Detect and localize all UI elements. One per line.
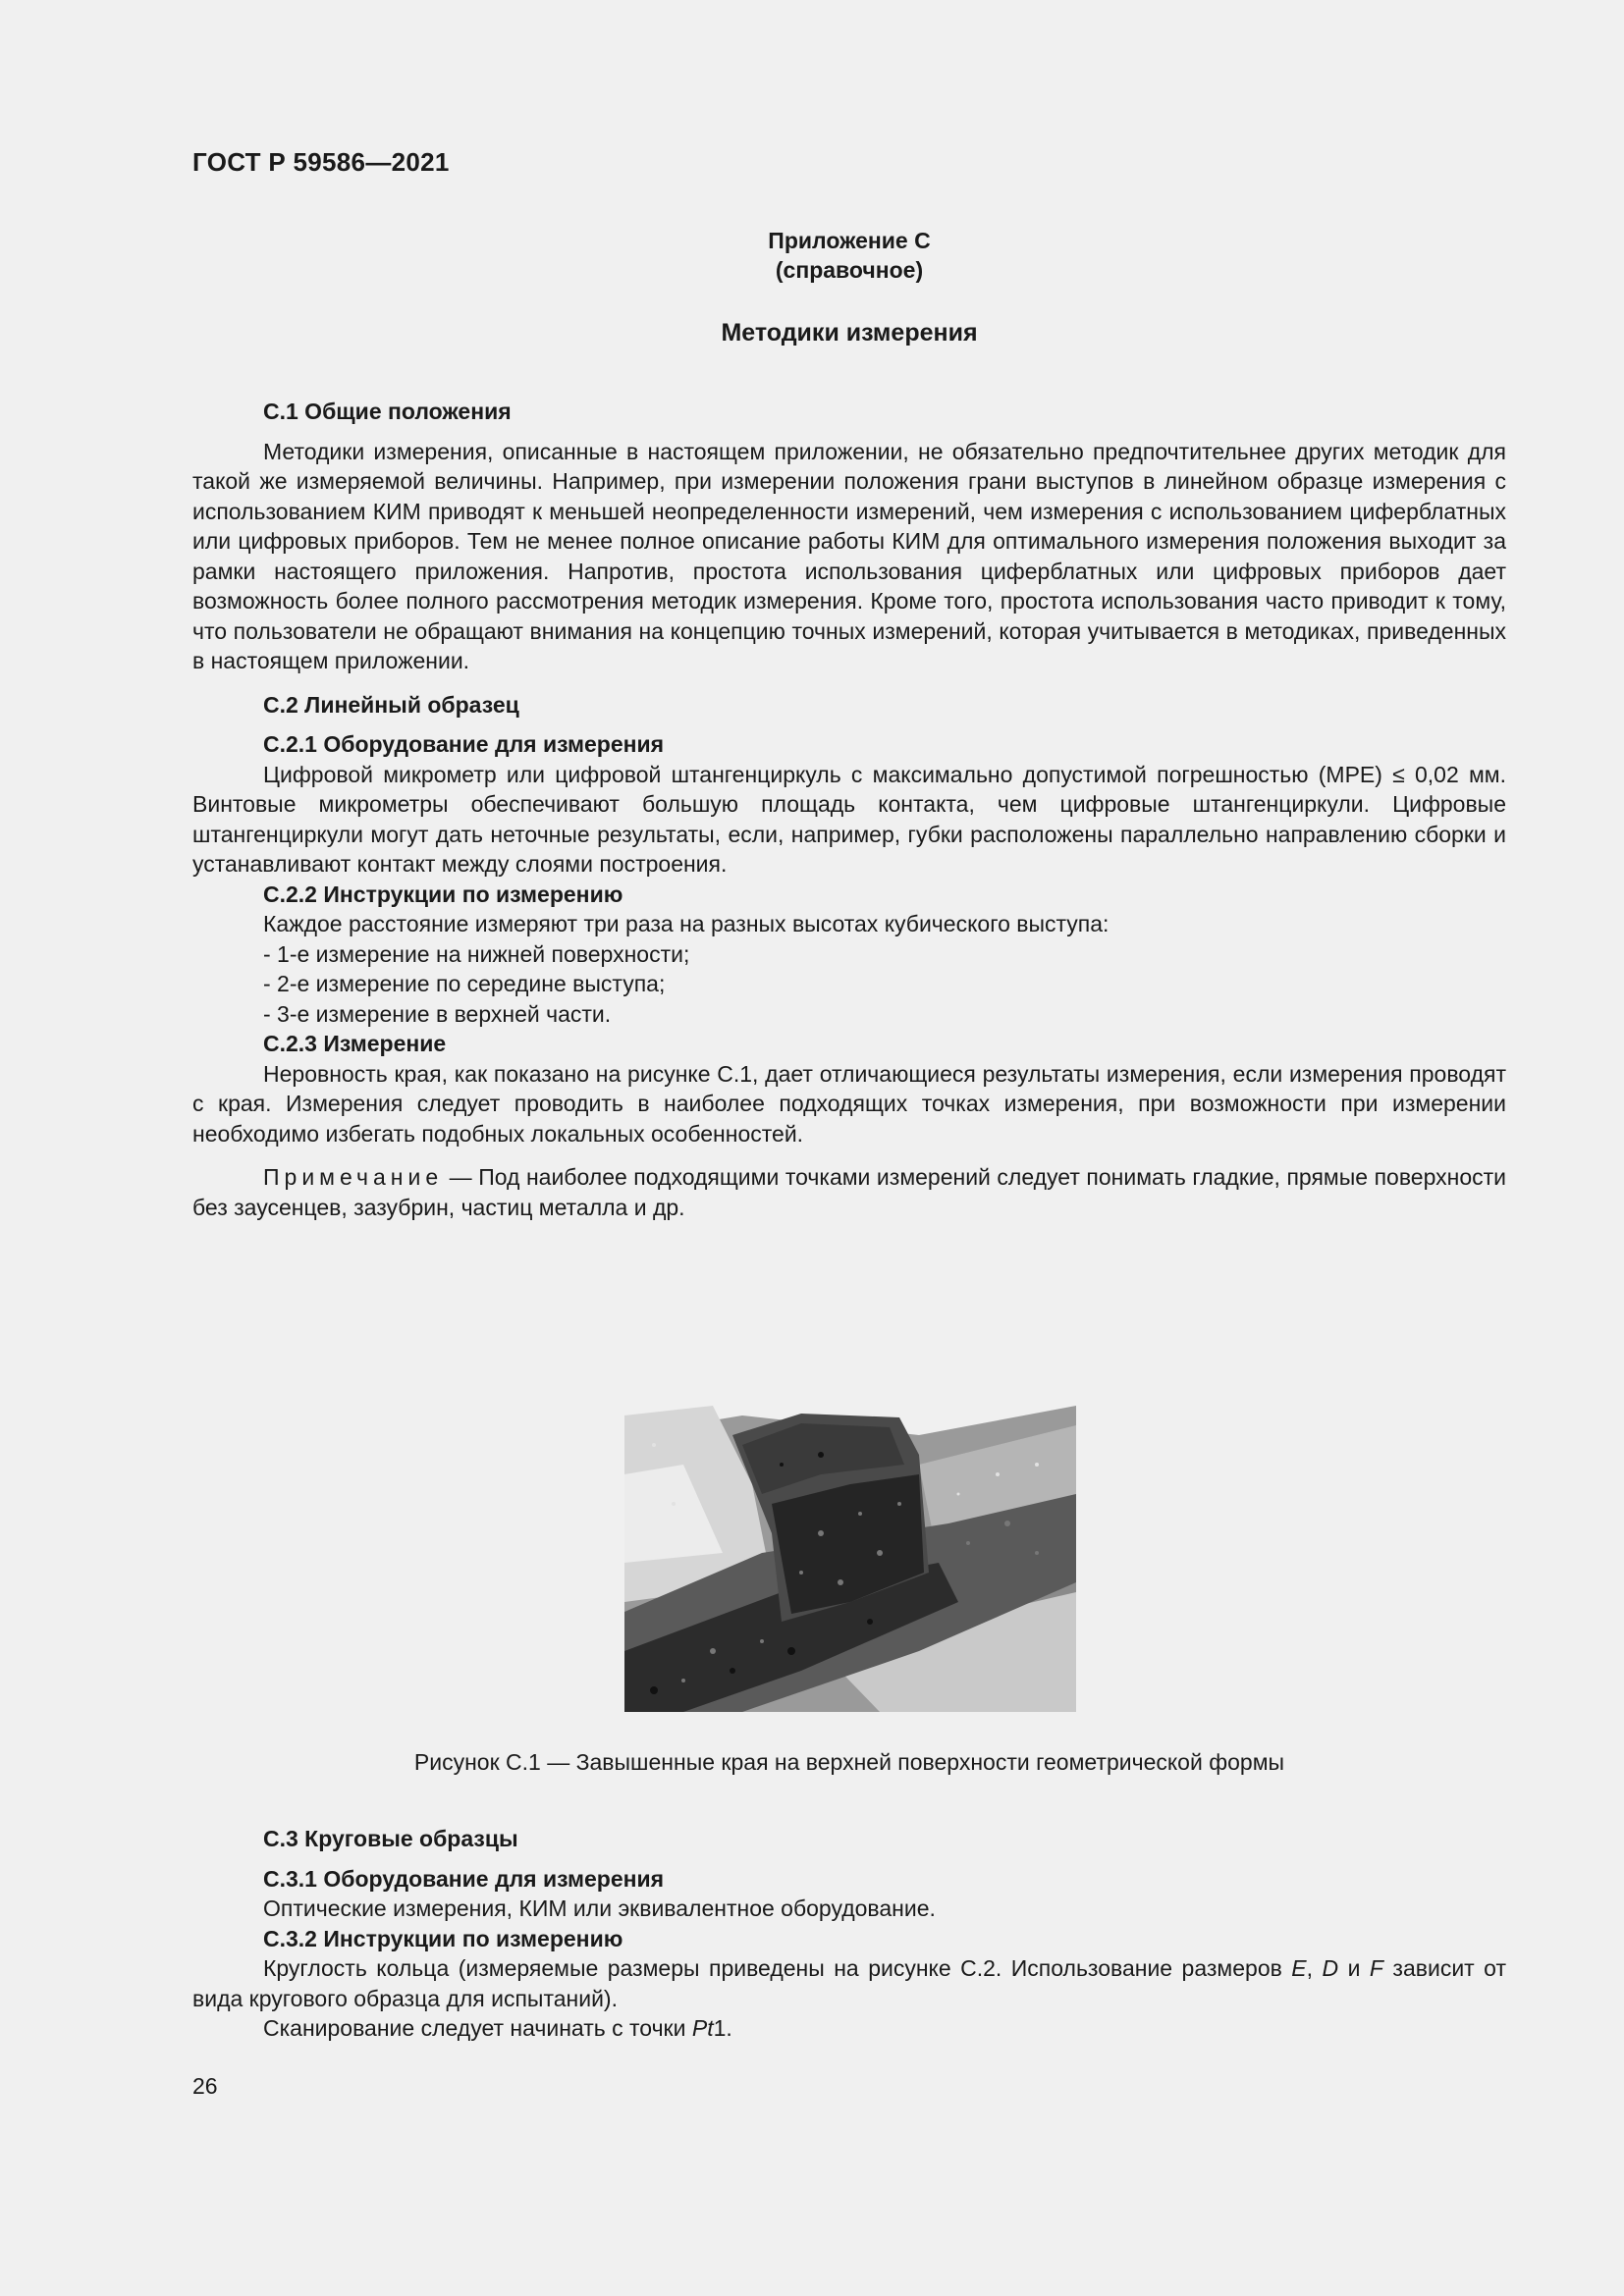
- appendix-title: Методики измерения: [721, 319, 978, 347]
- figure-c1-photo: [624, 1357, 1076, 1712]
- s2-heading: С.2 Линейный образец: [263, 691, 519, 718]
- appendix-kind: (справочное): [775, 257, 924, 283]
- var-d: D: [1322, 1955, 1339, 1981]
- sep: ,: [1306, 1955, 1323, 1981]
- s31-paragraph: Оптические измерения, КИМ или эквивалентное оборудование.: [263, 1896, 936, 1921]
- section-c3: [192, 1824, 1506, 2044]
- s32-text-b: зависит от вида кругового образца для испытаний).: [192, 1955, 1506, 2011]
- scan-text-a: Сканирование следует начинать с точки: [263, 2015, 692, 2041]
- standard-header: ГОСТ Р 59586—2021: [192, 147, 450, 177]
- list-item: - 2-е измерение по середине выступа;: [263, 971, 666, 996]
- s23-heading: С.2.3 Измерение: [263, 1031, 447, 1056]
- scan-text-b: 1.: [713, 2015, 732, 2041]
- s21-paragraph: Цифровой микрометр или цифровой штангенциркуль с максимально допустимой погрешностью (MPE) ≤ 0,02 мм. Винтовые микрометры обеспечивают большую площадь контакта, чем цифровые штангенциркули. Цифровые штангенциркули могут дать неточные результаты, если, например, губки расположены параллельно направлению сборки и устанавливают контакт между слоями построения.: [192, 761, 1506, 877]
- s32-heading: С.3.2 Инструкции по измерению: [263, 1925, 623, 1951]
- appendix-label-block: [192, 226, 1506, 285]
- section-c1-c2: [192, 397, 1506, 1222]
- list-item: - 3-е измерение в верхней части.: [263, 1000, 612, 1027]
- s21-heading: С.2.1 Оборудование для измерения: [263, 731, 665, 757]
- s32-paragraph: [192, 1953, 1506, 2013]
- var-e: E: [1291, 1955, 1307, 1981]
- s23-paragraph: Неровность края, как показано на рисунке С.1, дает отличающиеся результаты измерения, если измерения проводят с края. Измерения следует проводить в наиболее подходящих точках измерения, при возможности при измерении необходимо избегать подобных локальных особенностей.: [192, 1060, 1506, 1147]
- note-label: Примечание: [263, 1164, 444, 1190]
- list-item: - 1-е измерение на нижней поверхности;: [263, 940, 690, 967]
- scan-paragraph: [192, 2013, 1506, 2044]
- note-text: — Под наиболее подходящими точками измерений следует понимать гладкие, прямые поверхности без заусенцев, зазубрин, частиц металла и др.: [192, 1164, 1506, 1220]
- note: [192, 1162, 1506, 1222]
- s22-intro: Каждое расстояние измеряют три раза на разных высотах кубического выступа:: [263, 911, 1110, 936]
- s1-heading: С.1 Общие положения: [263, 399, 512, 424]
- page-number: 26: [192, 2073, 218, 2099]
- figure-caption: Рисунок С.1 — Завышенные края на верхней поверхности геометрической формы: [413, 1749, 1285, 1775]
- s32-text-a: Круглость кольца (измеряемые размеры приведены на рисунке С.2. Использование размеров: [263, 1955, 1292, 1981]
- s1-paragraph: Методики измерения, описанные в настоящем приложении, не обязательно предпочтительнее других методик для такой же измеряемой величины. Например, при измерении положения грани выступов в линейном образце измерения с использованием КИМ приводят к меньшей неопределенности измерений, чем измерения с использованием циферблатных или цифровых приборов. Тем не менее полное описание работы КИМ для оптимального измерения положения выходит за рамки настоящего приложения. Напротив, простота использования циферблатных или цифровых приборов дает возможность более полного рассмотрения методик измерения. Кроме того, простота использования часто приводит к тому, что пользователи не обращают внимания на концепцию точных измерений, которая учитывается в методиках, приведенных в настоящем приложении.: [192, 438, 1506, 673]
- s3-heading: С.3 Круговые образцы: [263, 1826, 518, 1851]
- var-pt: Pt: [691, 2015, 714, 2041]
- var-f: F: [1369, 1955, 1383, 1981]
- appendix-label: Приложение С: [768, 228, 931, 253]
- s31-heading: С.3.1 Оборудование для измерения: [263, 1865, 665, 1892]
- s22-heading: С.2.2 Инструкции по измерению: [263, 881, 623, 907]
- sep: и: [1338, 1955, 1370, 1981]
